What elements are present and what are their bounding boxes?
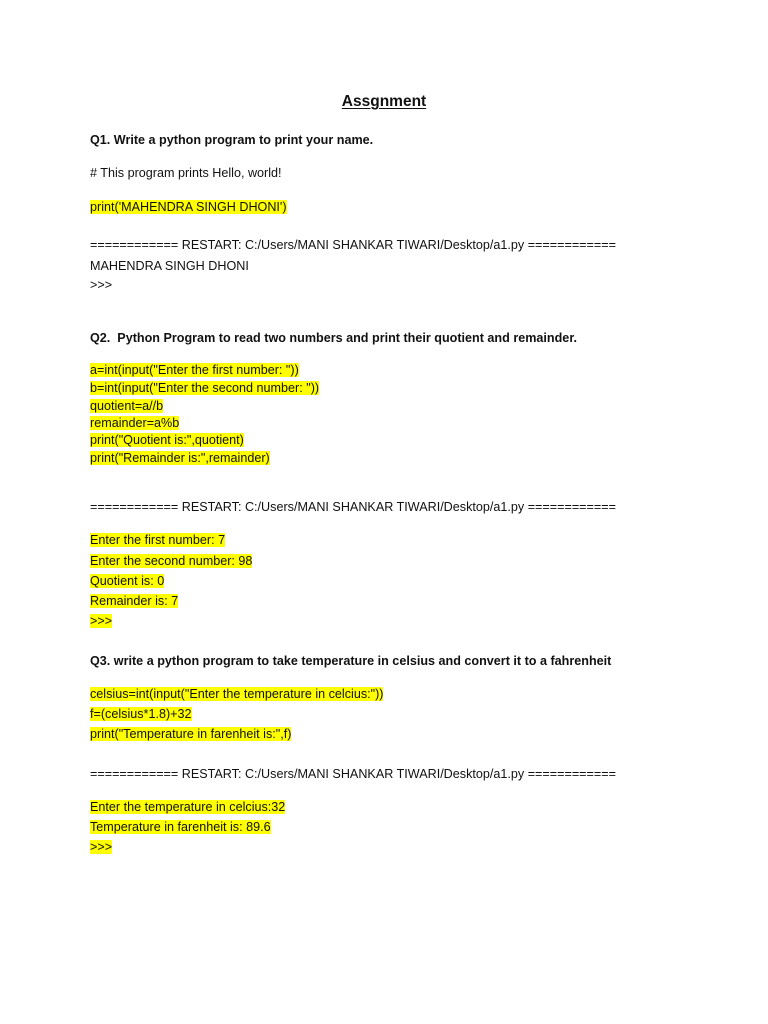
- q2-code-text: remainder=a%b: [90, 416, 180, 430]
- q2-code-line: [90, 414, 179, 432]
- q1-restart-line: ============ RESTART: C:/Users/MANI SHANKAR TIWARI/Desktop/a1.py ============: [90, 238, 616, 252]
- q2-code-line: [90, 379, 319, 397]
- q2-output-line: [90, 612, 112, 630]
- q2-output-text: Enter the first number: 7: [90, 533, 226, 547]
- q2-restart-line: ============ RESTART: C:/Users/MANI SHANKAR TIWARI/Desktop/a1.py ============: [90, 500, 616, 514]
- q3-code-line: [90, 705, 192, 723]
- q3-code-text: print("Temperature in farenheit is:",f): [90, 727, 292, 741]
- q2-code-text: print("Quotient is:",quotient): [90, 433, 244, 447]
- q1-code-line: [90, 198, 287, 216]
- q2-output-line: [90, 552, 252, 570]
- q3-question: Q3. write a python program to take temperature in celsius and convert it to a fahrenheit: [90, 654, 612, 668]
- q3-output-text: Temperature in farenheit is: 89.6: [90, 820, 271, 834]
- q1-code-text: print('MAHENDRA SINGH DHONI'): [90, 200, 287, 214]
- q2-output-text: >>>: [90, 614, 113, 628]
- q2-code-text: b=int(input("Enter the second number: ")): [90, 381, 320, 395]
- q2-question: Q2. Python Program to read two numbers and print their quotient and remainder.: [90, 331, 578, 345]
- document-title: [0, 93, 768, 111]
- q2-code-text: print("Remainder is:",remainder): [90, 451, 270, 465]
- q2-code-text: quotient=a//b: [90, 399, 164, 413]
- q2-output-text: Remainder is: 7: [90, 594, 179, 608]
- q3-code-line: [90, 685, 383, 703]
- q2-code-line: [90, 397, 163, 415]
- q1-output-line: MAHENDRA SINGH DHONI: [90, 259, 249, 273]
- q3-code-line: [90, 725, 291, 743]
- q2-output-line: [90, 531, 225, 549]
- q3-restart-line: ============ RESTART: C:/Users/MANI SHANKAR TIWARI/Desktop/a1.py ============: [90, 767, 616, 781]
- q2-output-line: [90, 572, 164, 590]
- q2-code-line: [90, 431, 244, 449]
- q3-output-line: [90, 818, 271, 836]
- q3-output-text: Enter the temperature in celcius:32: [90, 800, 286, 814]
- q3-output-text: >>>: [90, 840, 113, 854]
- q3-output-line: [90, 838, 112, 856]
- document-title-text: Assgnment: [341, 93, 427, 110]
- q2-output-line: [90, 592, 178, 610]
- q2-output-text: Enter the second number: 98: [90, 554, 253, 568]
- q1-question: Q1. Write a python program to print your name.: [90, 133, 374, 147]
- q3-code-text: f=(celsius*1.8)+32: [90, 707, 192, 721]
- q1-comment: # This program prints Hello, world!: [90, 166, 282, 180]
- q2-output-text: Quotient is: 0: [90, 574, 165, 588]
- q3-code-text: celsius=int(input("Enter the temperature in celcius:")): [90, 687, 384, 701]
- q2-code-line: [90, 449, 270, 467]
- q3-output-line: [90, 798, 285, 816]
- q1-output-line: >>>: [90, 278, 113, 292]
- q2-code-text: a=int(input("Enter the first number: ")): [90, 363, 299, 377]
- q2-code-line: [90, 361, 299, 379]
